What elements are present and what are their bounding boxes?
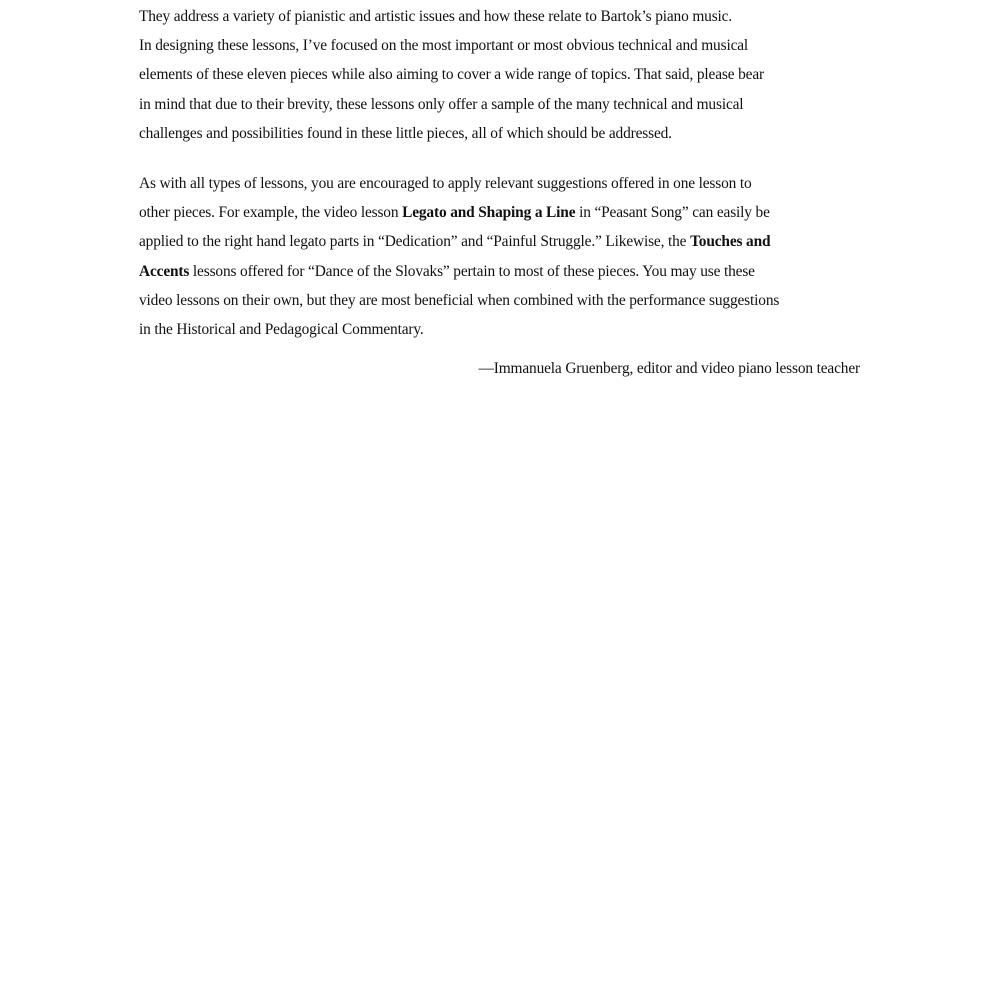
- line-text: other pieces. For example, the video lesson: [139, 204, 403, 222]
- line-text: in “Peasant Song” can easily be: [575, 204, 770, 222]
- line-text: lessons offered for “Dance of the Slovaks” pertain to most of these pieces. You may use these: [189, 262, 755, 280]
- paragraph-line: in mind that due to their brevity, these lessons only offer a sample of the many technical and musical: [139, 95, 744, 113]
- paragraph-line: [139, 227, 861, 256]
- intro-paragraph: [139, 2, 861, 148]
- paragraph-line: [139, 286, 861, 315]
- author-signature: —Immanuela Gruenberg, editor and video piano lesson teacher: [478, 360, 860, 377]
- lessons-paragraph: [139, 169, 861, 344]
- lesson-title-touches: Touches and: [690, 233, 771, 251]
- paragraph-line: challenges and possibilities found in these little pieces, all of which should be addressed.: [139, 124, 672, 142]
- paragraph-line: [139, 315, 861, 344]
- line-text: video lessons on their own, but they are most beneficial when combined with the performance suggestions: [139, 291, 780, 309]
- lesson-title-accents: Accents: [139, 262, 190, 280]
- line-text: in the Historical and Pedagogical Commentary.: [139, 321, 424, 339]
- paragraph-line: [139, 198, 861, 227]
- line-text: As with all types of lessons, you are encouraged to apply relevant suggestions offered in one lesson to: [139, 175, 752, 192]
- paragraph-line: [139, 169, 861, 198]
- paragraph-line: They address a variety of pianistic and artistic issues and how these relate to Bartok’s piano music.: [139, 8, 733, 25]
- paragraph-line: elements of these eleven pieces while also aiming to cover a wide range of topics. That said, please bear: [139, 66, 765, 84]
- paragraph-line: In designing these lessons, I’ve focused on the most important or most obvious technical and musical: [139, 37, 749, 55]
- paragraph-line: [139, 257, 861, 286]
- line-text: applied to the right hand legato parts in “Dedication” and “Painful Struggle.” Likewise, the: [139, 233, 691, 251]
- lesson-title-legato: Legato and Shaping a Line: [402, 204, 576, 222]
